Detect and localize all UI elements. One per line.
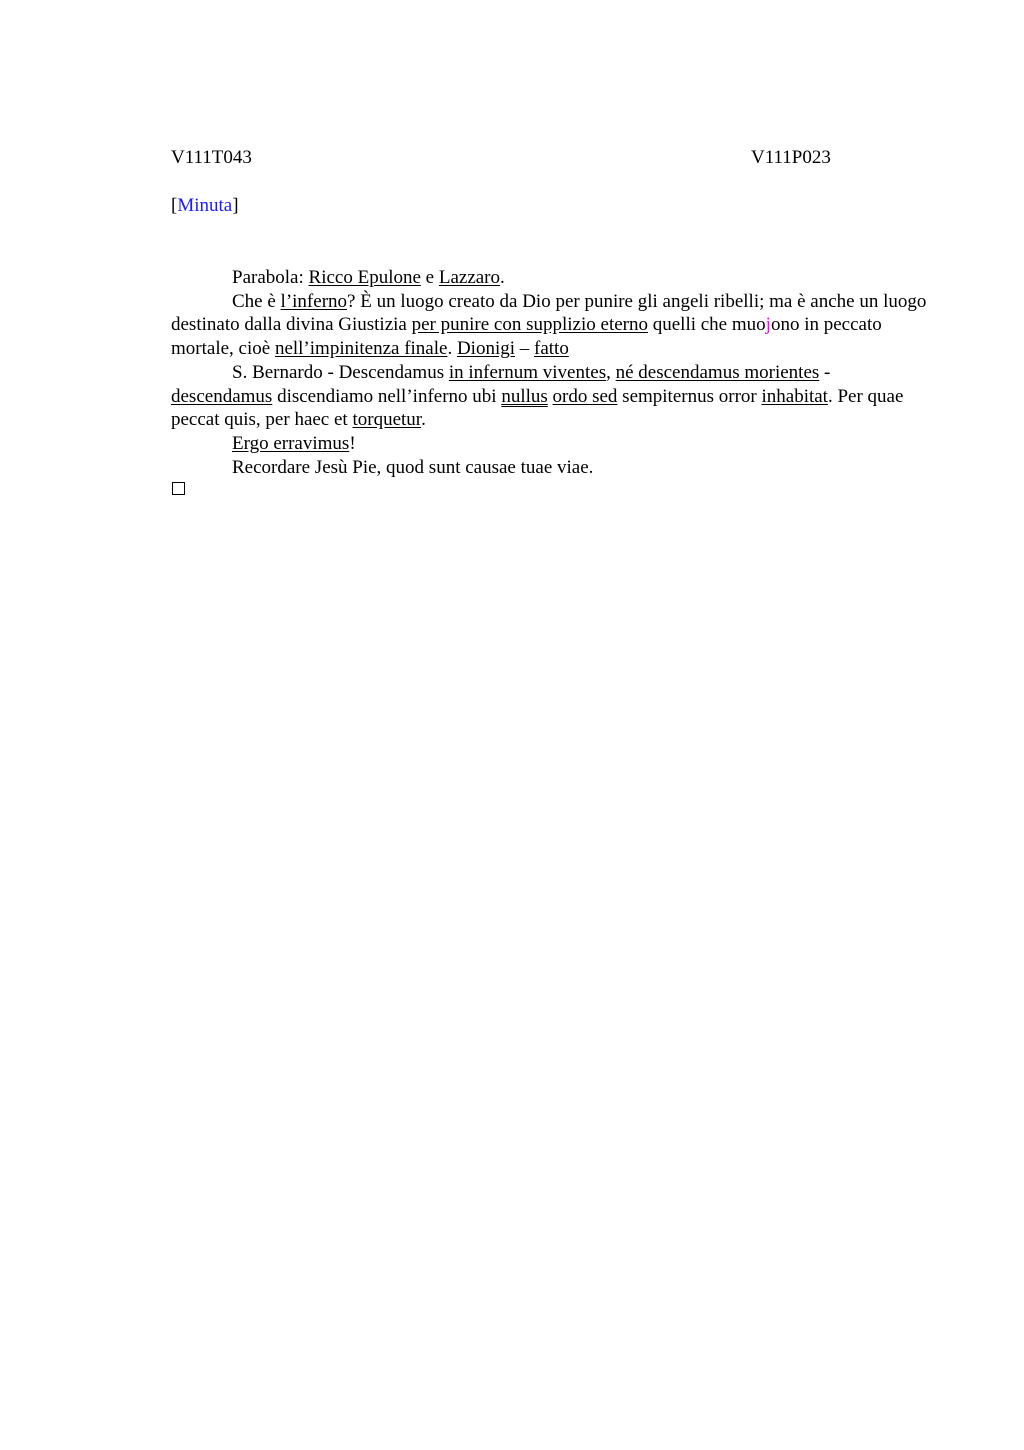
- paragraph-inferno: [171, 290, 929, 361]
- underlined-text: Lazzaro: [438, 267, 501, 288]
- paragraph-recordare: [171, 456, 929, 480]
- text-run: quelli che muo: [647, 314, 766, 336]
- underlined-text: l’inferno: [280, 290, 348, 312]
- underlined-text: inhabitat: [761, 385, 828, 407]
- text-run: . Per quae peccat quis, per haec et: [171, 385, 904, 431]
- text-run: Recordare Jesù Pie, quod sunt causae tuae viae.: [232, 456, 594, 478]
- tag-close-bracket: ]: [232, 195, 239, 216]
- text-run: e: [420, 267, 439, 288]
- underlined-text: né descendamus morientes: [615, 361, 820, 383]
- text-run: -: [819, 361, 831, 383]
- tag-open-bracket: [: [171, 195, 178, 216]
- document-body: [171, 266, 929, 479]
- underlined-text: Ergo erravimus: [232, 432, 350, 454]
- underlined-text: fatto: [534, 338, 569, 360]
- text-run: ? È un luogo creato da Dio per punire gli angeli ribelli; ma è anche un luogo destinato dalla divina Giustizia: [171, 290, 927, 336]
- document-code-left: V111T043: [171, 147, 252, 168]
- tag-label: Minuta: [177, 195, 233, 216]
- underlined-text: descendamus: [171, 385, 273, 407]
- text-run: Che è: [232, 290, 281, 312]
- underlined-text: ordo sed: [552, 385, 618, 407]
- text-run: ,: [606, 361, 616, 383]
- underlined-text: torquetur: [352, 409, 422, 431]
- text-run: !: [349, 432, 356, 454]
- document-code-right: V111P023: [751, 147, 831, 168]
- paragraph-bernardo: [171, 361, 929, 432]
- checkbox-square-icon: [172, 482, 185, 495]
- draft-tag: [171, 195, 239, 217]
- paragraph-parabola: [171, 266, 929, 290]
- text-run: .: [447, 338, 457, 360]
- underlined-text: Ricco Epulone: [308, 267, 421, 288]
- double-underlined-text: nullus: [501, 385, 548, 407]
- text-run: ono in peccato mortale, cioè: [171, 314, 882, 360]
- underlined-text: nell’impinitenza finale: [274, 338, 448, 360]
- text-run: sempiternus orror: [617, 385, 762, 407]
- underlined-text: in infernum viventes: [448, 361, 607, 383]
- underlined-text: per punire con supplizio eterno: [411, 314, 648, 336]
- text-run: discendiamo nell’inferno ubi: [272, 385, 502, 407]
- underlined-text: Dionigi: [456, 338, 516, 360]
- text-run: Parabola:: [232, 267, 309, 288]
- text-run: –: [515, 338, 535, 360]
- paragraph-ergo: [171, 432, 929, 456]
- text-run: S. Bernardo - Descendamus: [232, 361, 449, 383]
- highlighted-letter: j: [765, 314, 771, 336]
- text-run: .: [500, 267, 505, 288]
- text-run: .: [421, 409, 426, 431]
